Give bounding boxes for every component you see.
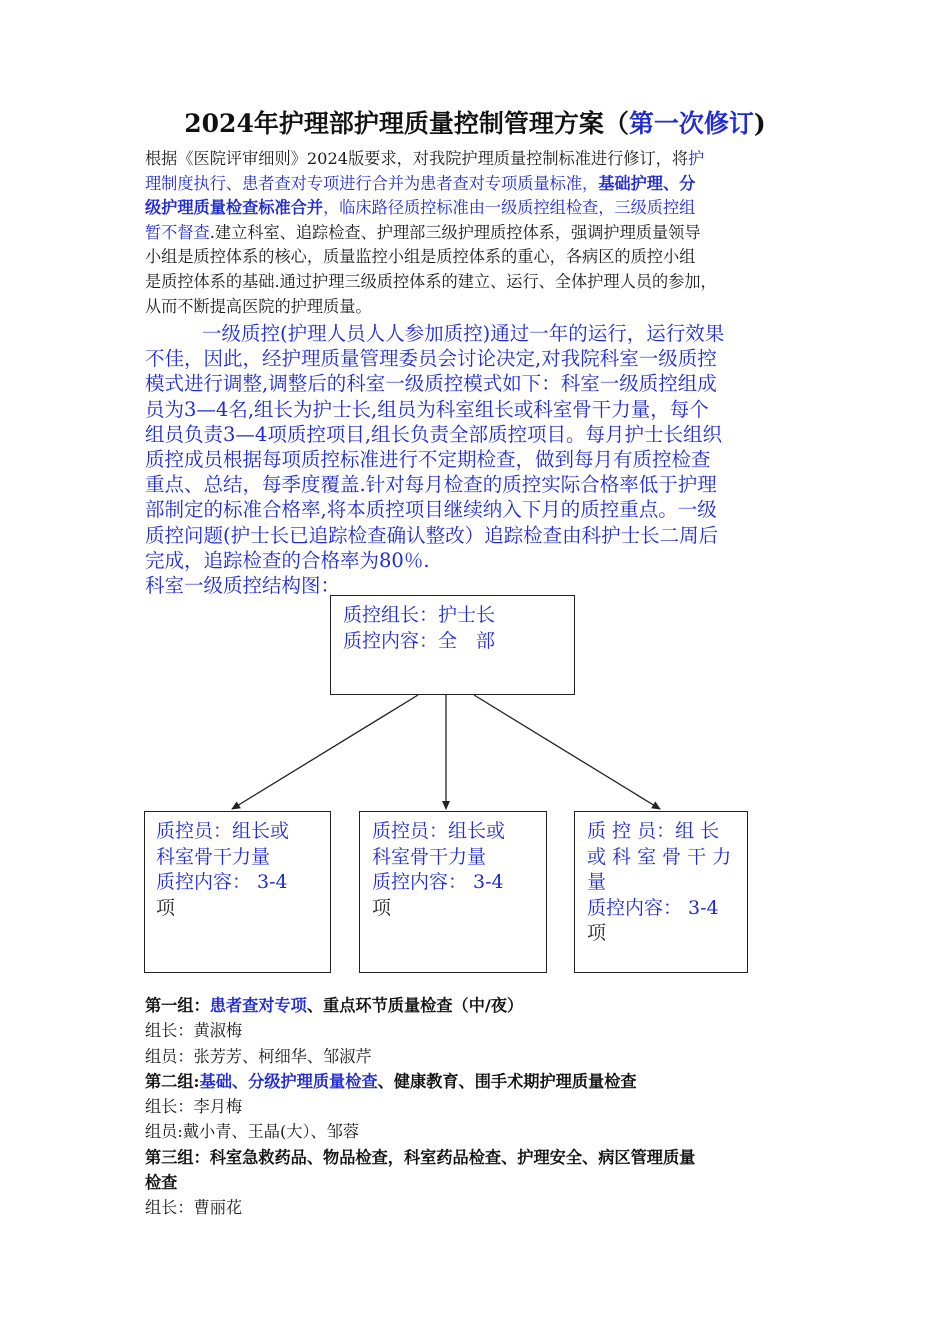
intro-highlight: 护 [688, 149, 705, 168]
group-focus: 患者查对专项 [209, 996, 307, 1015]
member-scope: 项 [372, 896, 392, 919]
section-line: 重点、总结，每季度覆盖.针对每月检查的质控实际合格率低于护理 [145, 473, 717, 497]
intro-highlight: 理制度执行、患者查对专项进行合并为患者查对专项质量标准， [145, 173, 599, 193]
member-box-2 [359, 811, 547, 973]
member-scope: 质控内容： 3-4 [372, 871, 504, 893]
group-scope: 、健康教育、围手术期护理质量检查 [377, 1071, 637, 1091]
group-3-leader: 组长：曹丽花 [145, 1198, 243, 1218]
title-close: ) [753, 109, 766, 138]
group-2-members: 组员:戴小青、王晶(大）、邹蓉 [145, 1122, 360, 1142]
leader-scope: 质控内容：全 部 [343, 629, 496, 652]
intro-text: 从而不断提高医院的护理质量。 [145, 296, 372, 316]
member-scope: 项 [587, 922, 607, 944]
arrow-left [232, 695, 418, 809]
group-1-heading [145, 993, 825, 1018]
title-main: 2024年护理部护理质量控制管理方案（ [184, 109, 629, 138]
member-scope: 质控内容： 3-4 [587, 896, 719, 919]
intro-highlight: ，临床路径质控标准由一级质控组检查，三级质控组 [323, 198, 696, 218]
section-line: 质控成员根据每项质控标准进行不定期检查，做到每月有质控检查 [145, 447, 711, 471]
section-line: 组员负责3—4项质控项目,组长负责全部质控项目。每月护士长组织 [145, 422, 723, 446]
intro-highlight-bold: 基础护理、分 [598, 173, 696, 193]
section-line: 员为3—4名,组长为护士长,组员为科室组长或科室骨干力量，每个 [145, 397, 709, 421]
group-2-heading [145, 1069, 825, 1094]
section-line: 一级质控(护理人员人人参加质控)通过一年的运行，运行效果 [202, 322, 725, 345]
intro-text: 是质控体系的基础.通过护理三级质控体系的建立、运行、全体护理人员的参加， [145, 271, 717, 291]
group-focus: 基础、分级护理质量检查 [199, 1071, 378, 1091]
intro-highlight: 暂不督查 [145, 222, 210, 242]
member-role: 质 控 员：组 长 [587, 820, 720, 842]
group-scope: 、重点环节质量检查（中/夜） [306, 996, 524, 1015]
group-1-leader: 组长：黄淑梅 [145, 1021, 243, 1041]
group-3-heading: 第三组：科室急救药品、物品检查，科室药品检查、护理安全、病区管理质量 [145, 1147, 696, 1167]
member-box-1 [144, 811, 331, 973]
section-line: 模式进行调整,调整后的科室一级质控模式如下：科室一级质控组成 [145, 372, 717, 396]
diagram-caption: 科室一级质控结构图： [145, 573, 341, 597]
member-role: 质控员：组长或 [156, 820, 290, 842]
section-line: 部制定的标准合格率,将本质控项目继续纳入下月的质控重点。一级 [145, 498, 717, 522]
member-role: 质控员：组长或 [372, 820, 506, 842]
member-role: 或 科 室 骨 干 力 [587, 845, 732, 868]
member-role: 科室骨干力量 [372, 845, 487, 868]
intro-highlight-bold: 级护理质量检查标准合并 [145, 198, 324, 218]
group-1-members: 组员：张芳芳、柯细华、邹淑芹 [145, 1046, 372, 1066]
section-line: 质控问题(护士长已追踪检查确认整改）追踪检查由科护士长二周后 [145, 523, 719, 547]
intro-text: 根据《医院评审细则》2024版要求，对我院护理质量控制标准进行修订，将 [145, 149, 689, 168]
group-label: 第二组: [145, 1071, 200, 1091]
group-2-leader: 组长：李月梅 [145, 1097, 243, 1117]
member-role: 科室骨干力量 [156, 845, 271, 868]
group-3-heading-cont: 检查 [145, 1173, 178, 1193]
member-scope: 质控内容： 3-4 [156, 871, 288, 893]
leader-box [330, 595, 575, 695]
member-box-3 [574, 811, 748, 973]
title-revision: 第一次修订 [628, 109, 754, 138]
intro-text: 小组是质控体系的核心，质量监控小组是质控体系的重心，各病区的质控小组 [145, 247, 696, 267]
arrow-right [474, 695, 660, 809]
intro-text: .建立科室、追踪检查、护理部三级护理质控体系，强调护理质量领导 [209, 222, 701, 242]
member-scope: 项 [156, 896, 176, 919]
leader-role: 质控组长：护士长 [343, 604, 496, 626]
group-list [145, 993, 825, 1221]
section-line: 不佳，因此，经护理质量管理委员会讨论决定,对我院科室一级质控 [145, 347, 717, 371]
group-label: 第一组： [145, 996, 210, 1015]
member-role: 量 [587, 871, 607, 893]
section-line: 完成，追踪检查的合格率为80％. [145, 548, 430, 572]
